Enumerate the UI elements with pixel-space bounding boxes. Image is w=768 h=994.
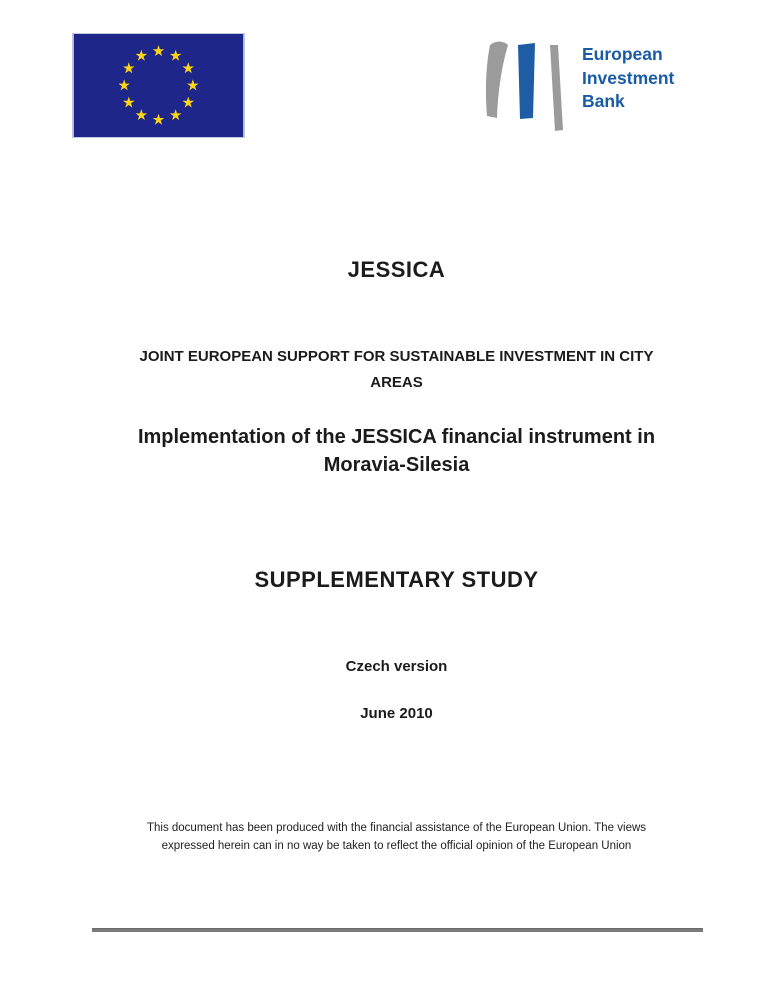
study-type-title: SUPPLEMENTARY STUDY — [254, 567, 539, 592]
document-subtitle-line1: JOINT EUROPEAN SUPPORT FOR SUSTAINABLE INVESTMENT IN CITY — [139, 348, 654, 365]
study-heading-line2: Moravia-Silesia — [323, 454, 470, 476]
eib-logo-text-line3: Bank — [582, 91, 625, 111]
study-heading-line1: Implementation of the JESSICA financial instrument in — [137, 426, 656, 448]
study-heading — [90, 423, 703, 479]
version-label: Czech version — [345, 658, 448, 675]
eib-logo-text — [582, 43, 674, 114]
eib-logo-text-line2: Investment — [582, 67, 675, 88]
document-subtitle — [90, 344, 703, 396]
date-label: June 2010 — [360, 705, 433, 722]
disclaimer-text — [90, 820, 703, 855]
eib-bars-icon — [484, 40, 566, 135]
disclaimer-line1: This document has been produced with the financial assistance of the European Union. The views — [146, 822, 647, 834]
bottom-divider — [92, 928, 703, 932]
eu-flag-icon — [72, 33, 245, 138]
document-title: JESSICA — [347, 257, 446, 282]
eib-logo — [484, 40, 714, 135]
document-subtitle-line2: AREAS — [370, 374, 423, 391]
disclaimer-line2: expressed herein can in no way be taken to reflect the official opinion of the European Union — [161, 839, 632, 852]
eib-logo-text-line1: European — [582, 44, 663, 64]
